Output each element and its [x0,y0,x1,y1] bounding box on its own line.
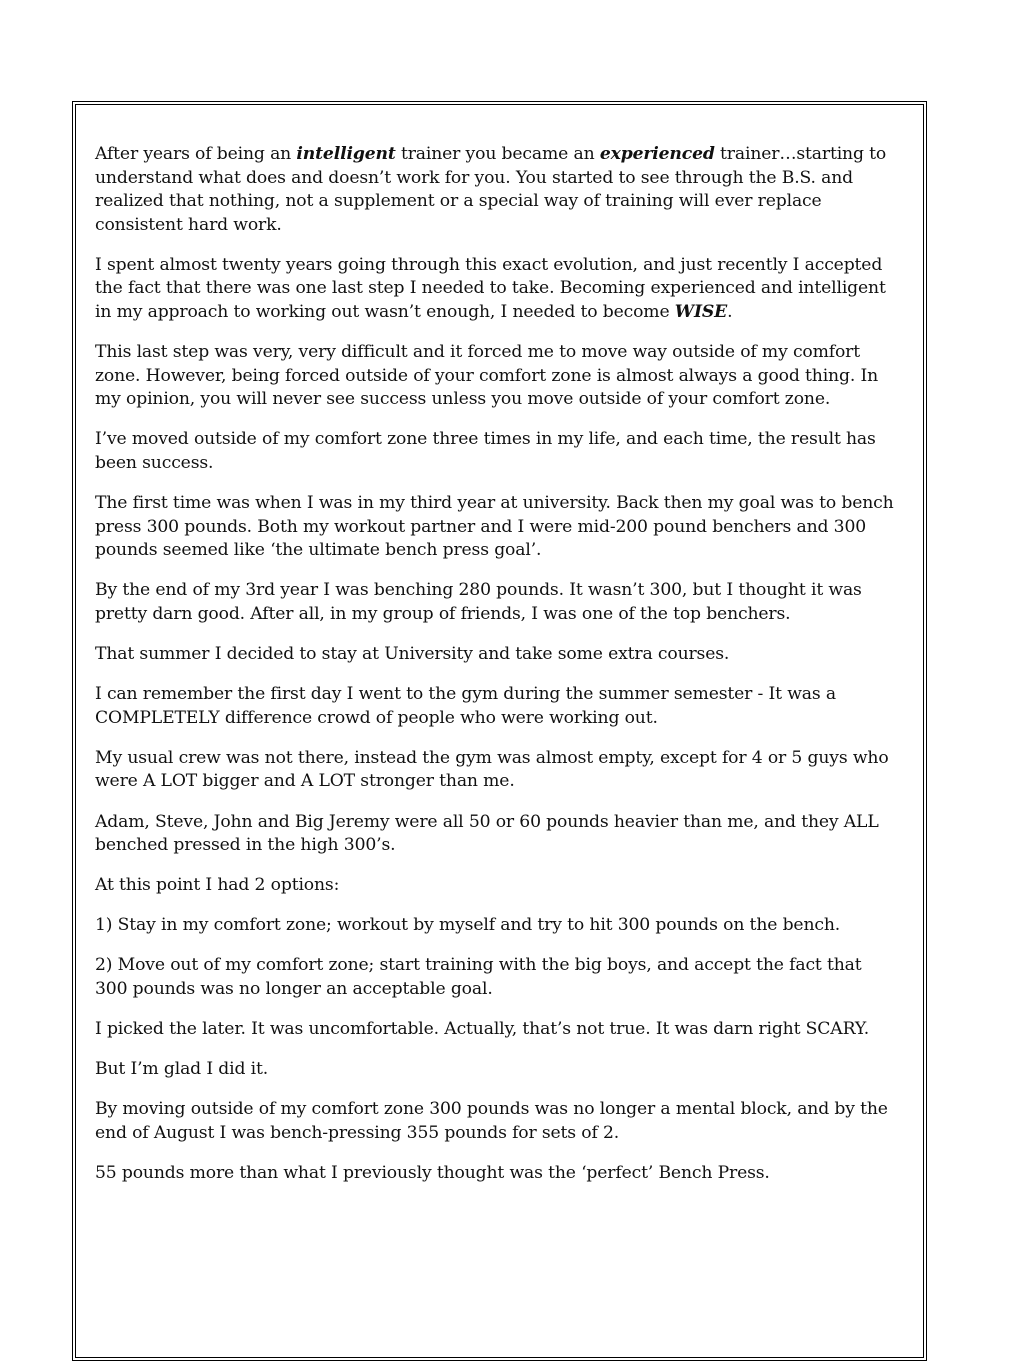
text-run: After years of being an [95,144,297,164]
text-run: 1) Stay in my comfort zone; workout by myself and try to hit 300 pounds on the bench. [95,915,841,936]
paragraph [95,811,895,858]
paragraph [95,428,895,475]
paragraph [95,1058,895,1082]
paragraph [95,643,895,667]
text-run: That summer I decided to stay at University and take some extra courses. [95,644,730,665]
text-run: . [727,302,733,323]
text-run: trainer…starting to understand what does and doesn’t work for you. You started to see through the B.S. and realized that nothing, not a supplement or a special way of training will ever replace consistent hard work. [95,144,887,235]
paragraph [95,341,895,412]
paragraph [95,143,895,237]
text-run: I can remember the first day I went to the gym during the summer semester - It was a COMPLETELY difference crowd of people who were working out. [95,684,836,728]
text-run: The first time was when I was in my third year at university. Back then my goal was to bench press 300 pounds. Both my workout partner and I were mid-200 pound benchers and 300 pounds seemed like ‘the ultimate bench press goal’. [95,493,894,561]
text-run: I spent almost twenty years going through this exact evolution, and just recently I accepted the fact that there was one last step I needed to take. Becoming experienced and intelligent in my approach to working out wasn’t enough, I needed to become [95,254,886,323]
text-run: This last step was very, very difficult and it forced me to move way outside of my comfort zone. However, being forced outside of your comfort zone is almost always a good thing. In my opinion, you will never see success unless you move outside of your comfort zone. [95,342,879,410]
paragraph [95,874,895,898]
paragraph [95,1018,895,1042]
paragraph [95,579,895,626]
text-run: 2) Move out of my comfort zone; start training with the big boys, and accept the fact that 300 pounds was no longer an acceptable goal. [95,955,862,1000]
paragraph [95,683,895,730]
text-run: But I’m glad I did it. [95,1059,269,1080]
paragraph [95,254,895,325]
paragraph [95,747,895,794]
paragraph [95,1162,895,1186]
paragraph [95,1098,895,1145]
paragraph [95,914,895,938]
text-run: By moving outside of my comfort zone 300 pounds was no longer a mental block, and by the end of August I was bench-pressing 355 pounds for sets of 2. [95,1099,888,1143]
text-run: I’ve moved outside of my comfort zone three times in my life, and each time, the result has been success. [95,429,876,474]
text-run: My usual crew was not there, instead the gym was almost empty, except for 4 or 5 guys who were A LOT bigger and A LOT stronger than me. [95,747,889,792]
text-run: trainer you became an [395,144,600,164]
text-run: Adam, Steve, John and Big Jeremy were all 50 or 60 pounds heavier than me, and they ALL benched pressed in the high 300’s. [95,811,879,856]
document-body [95,143,895,1202]
paragraph [95,954,895,1001]
text-run: 55 pounds more than what I previously thought was the ‘perfect’ Bench Press. [95,1163,770,1183]
text-run: I picked the later. It was uncomfortable. Actually, that’s not true. It was darn right SCARY. [95,1019,870,1040]
paragraph [95,492,895,563]
emphasized-text: experienced [599,144,715,164]
emphasized-text: intelligent [296,144,396,164]
text-run: By the end of my 3rd year I was benching 280 pounds. It wasn’t 300, but I thought it was pretty darn good. After all, in my group of friends, I was one of the top benchers. [95,580,862,624]
emphasized-text: WISE [674,302,728,323]
text-run: At this point I had 2 options: [95,875,340,896]
